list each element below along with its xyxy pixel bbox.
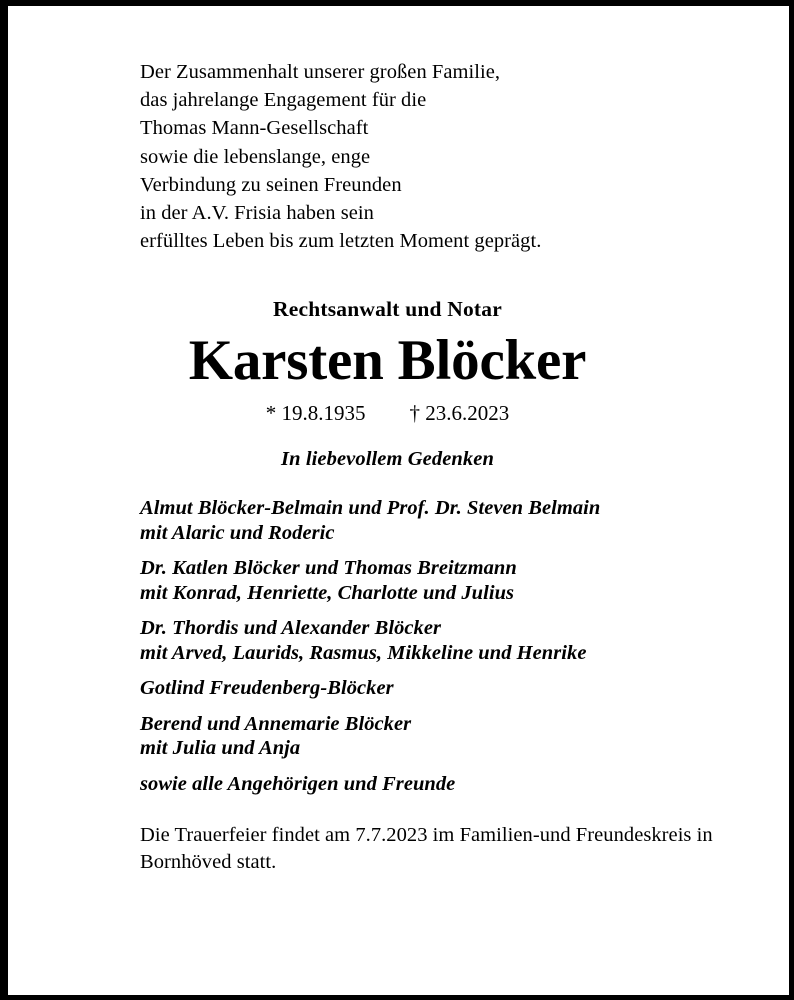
death-date: 23.6.2023: [425, 401, 510, 426]
notice-inner-panel: [8, 6, 789, 995]
profession-title: Rechtsanwalt und Notar: [273, 297, 502, 322]
notice-content: [140, 58, 765, 876]
mourner-line: mit Konrad, Henriette, Charlotte und Julius: [140, 581, 515, 604]
mourner-group: [140, 616, 765, 665]
mourner-line: Dr. Thordis und Alexander Blöcker: [140, 617, 442, 640]
mourner-line: Dr. Katlen Blöcker und Thomas Breitzmann: [140, 557, 517, 580]
intro-line: Der Zusammenhalt unserer großen Familie,: [140, 61, 501, 83]
intro-paragraph: [140, 58, 765, 255]
deceased-name: Karsten Blöcker: [188, 329, 587, 393]
intro-line: erfülltes Leben bis zum letzten Moment geprägt.: [140, 230, 542, 253]
mourner-line: Berend und Annemarie Blöcker: [140, 712, 412, 735]
closing-line: Bornhöved statt.: [140, 851, 277, 874]
intro-line: sowie die lebenslange, enge: [140, 145, 371, 168]
mourner-line: mit Arved, Laurids, Rasmus, Mikkeline und Henrike: [140, 641, 587, 664]
dedication-text: In liebevollem Gedenken: [281, 448, 494, 471]
death-symbol-icon: †: [409, 401, 420, 426]
mourner-line: mit Alaric und Roderic: [140, 521, 335, 544]
funeral-information: [140, 822, 765, 876]
life-dates: [140, 400, 635, 426]
memorial-block: [140, 296, 765, 472]
mourner-group: [140, 712, 765, 761]
intro-line: Verbindung zu seinen Freunden: [140, 173, 402, 196]
birth-date: 19.8.1935: [281, 401, 366, 426]
mourners-list: [140, 496, 765, 796]
mourner-group: [140, 772, 765, 797]
mourner-line: Gotlind Freudenberg-Blöcker: [140, 677, 394, 700]
closing-line: Die Trauerfeier findet am 7.7.2023 im Familien-und Freundeskreis in: [140, 824, 713, 847]
intro-line: in der A.V. Frisia haben sein: [140, 202, 374, 225]
mourner-group: [140, 556, 765, 605]
intro-line: das jahrelange Engagement für die: [140, 89, 427, 112]
mourner-line: mit Julia und Anja: [140, 737, 301, 760]
mourner-group: [140, 496, 765, 545]
mourner-line: sowie alle Angehörigen und Freunde: [140, 772, 456, 795]
intro-line: Thomas Mann-Gesellschaft: [140, 117, 369, 140]
mourner-group: [140, 676, 765, 701]
mourner-line: Almut Blöcker-Belmain und Prof. Dr. Steven Belmain: [140, 497, 601, 520]
birth-symbol-icon: *: [265, 401, 277, 426]
